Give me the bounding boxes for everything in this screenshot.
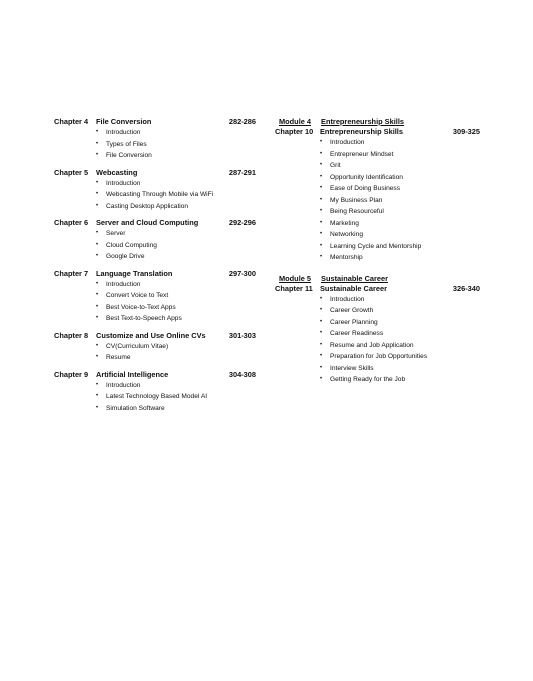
topic-item: • Career Growth	[320, 305, 480, 317]
chapter-pages: 304-308	[228, 369, 256, 379]
topic-list	[54, 127, 256, 162]
chapter-title: Webcasting	[96, 167, 138, 177]
topic-item: • Resume	[96, 352, 256, 364]
chapter-number: Chapter 7	[54, 268, 89, 278]
chapter-block	[54, 331, 256, 364]
chapter-number: Chapter 5	[54, 167, 89, 177]
topic-item: • Webcasting Through Mobile via WiFi	[96, 189, 256, 201]
chapter-number: Chapter 11	[275, 283, 313, 293]
topic-item: • Resume and Job Application	[320, 340, 480, 352]
chapter-pages: 292-296	[228, 218, 256, 227]
chapter-block	[54, 168, 256, 213]
topic-item: • Entrepreneur Mindset	[320, 149, 480, 161]
topic-item: • Career Planning	[320, 317, 480, 329]
chapter-heading	[54, 117, 256, 127]
topic-item: • Introduction	[96, 127, 256, 139]
topic-list	[275, 137, 480, 264]
chapter-pages: 301-303	[228, 330, 256, 340]
topic-item: • My Business Plan	[320, 195, 480, 207]
topic-item: • Types of Files	[96, 139, 256, 151]
module-block	[275, 117, 480, 264]
right-column	[275, 117, 480, 396]
topic-item: • Server	[96, 228, 256, 240]
chapter-heading	[54, 269, 256, 279]
chapter-heading	[275, 127, 480, 137]
chapter-block	[54, 117, 256, 162]
module-block	[275, 274, 480, 386]
chapter-heading	[54, 370, 256, 380]
topic-item: • Career Readiness	[320, 328, 480, 340]
topic-list	[54, 279, 256, 325]
module-number: Module 5	[279, 273, 312, 283]
topic-item: • Cloud Computing	[96, 240, 256, 252]
topic-item: • Grit	[320, 160, 480, 172]
topic-item: • Learning Cycle and Mentorship	[320, 241, 480, 253]
topic-item: • Introduction	[320, 137, 480, 149]
chapter-block	[275, 127, 480, 264]
topic-item: • Casting Desktop Application	[96, 201, 256, 213]
topic-item: • Best Text-to-Speech Apps	[96, 313, 256, 325]
topic-item: • Introduction	[320, 294, 480, 306]
module-heading	[275, 117, 480, 127]
chapter-heading	[54, 168, 256, 178]
chapter-heading	[54, 331, 256, 341]
module-title: Entrepreneurship Skills	[321, 117, 404, 126]
module-heading	[275, 274, 480, 284]
topic-item: • Getting Ready for the Job	[320, 374, 480, 386]
topic-item: • Opportunity Identification	[320, 172, 480, 184]
chapter-title: Sustainable Career	[320, 283, 387, 293]
chapter-title: Artificial Intelligence	[96, 369, 169, 379]
topic-item: • Mentorship	[320, 252, 480, 264]
chapter-pages: 287-291	[228, 167, 256, 177]
chapter-pages: 326-340	[452, 283, 480, 293]
topic-list	[54, 380, 256, 415]
topic-item: • Google Drive	[96, 251, 256, 263]
topic-item: • Ease of Doing Business	[320, 183, 480, 195]
chapter-block	[275, 284, 480, 386]
module-number: Module 4	[279, 117, 312, 126]
topic-list	[54, 178, 256, 213]
topic-item: • Being Resourceful	[320, 206, 480, 218]
chapter-pages: 309-325	[452, 127, 480, 136]
topic-item: • Introduction	[96, 279, 256, 291]
chapter-title: Server and Cloud Computing	[96, 218, 199, 227]
topic-list	[275, 294, 480, 386]
topic-list	[54, 228, 256, 263]
chapter-number: Chapter 6	[54, 218, 89, 227]
chapter-number: Chapter 4	[54, 117, 89, 126]
chapter-pages: 282-286	[228, 117, 256, 126]
chapter-title: File Conversion	[96, 117, 152, 126]
topic-item: • Best Voice-to-Text Apps	[96, 302, 256, 314]
chapter-number: Chapter 9	[54, 369, 89, 379]
chapter-block	[54, 370, 256, 415]
topic-item: • Introduction	[96, 178, 256, 190]
topic-item: • CV(Curriculum Vitae)	[96, 341, 256, 353]
topic-item: • Latest Technology Based Model AI	[96, 391, 256, 403]
chapter-pages: 297-300	[228, 268, 256, 278]
chapter-number: Chapter 10	[275, 127, 314, 136]
chapter-title: Language Translation	[96, 268, 173, 278]
chapter-number: Chapter 8	[54, 330, 89, 340]
chapter-title: Customize and Use Online CVs	[96, 330, 206, 340]
chapter-block	[54, 269, 256, 325]
topic-item: • Networking	[320, 229, 480, 241]
topic-list	[54, 341, 256, 364]
topic-item: • Interview Skills	[320, 363, 480, 375]
topic-item: • Marketing	[320, 218, 480, 230]
left-column	[54, 117, 256, 420]
chapter-title: Entrepreneurship Skills	[320, 127, 403, 136]
chapter-block	[54, 218, 256, 263]
topic-item: • File Conversion	[96, 150, 256, 162]
topic-item: • Introduction	[96, 380, 256, 392]
topic-item: • Simulation Software	[96, 403, 256, 415]
chapter-heading	[275, 284, 480, 294]
topic-item: • Convert Voice to Text	[96, 290, 256, 302]
topic-item: • Preparation for Job Opportunities	[320, 351, 480, 363]
module-title: Sustainable Career	[321, 273, 388, 283]
chapter-heading	[54, 218, 256, 228]
